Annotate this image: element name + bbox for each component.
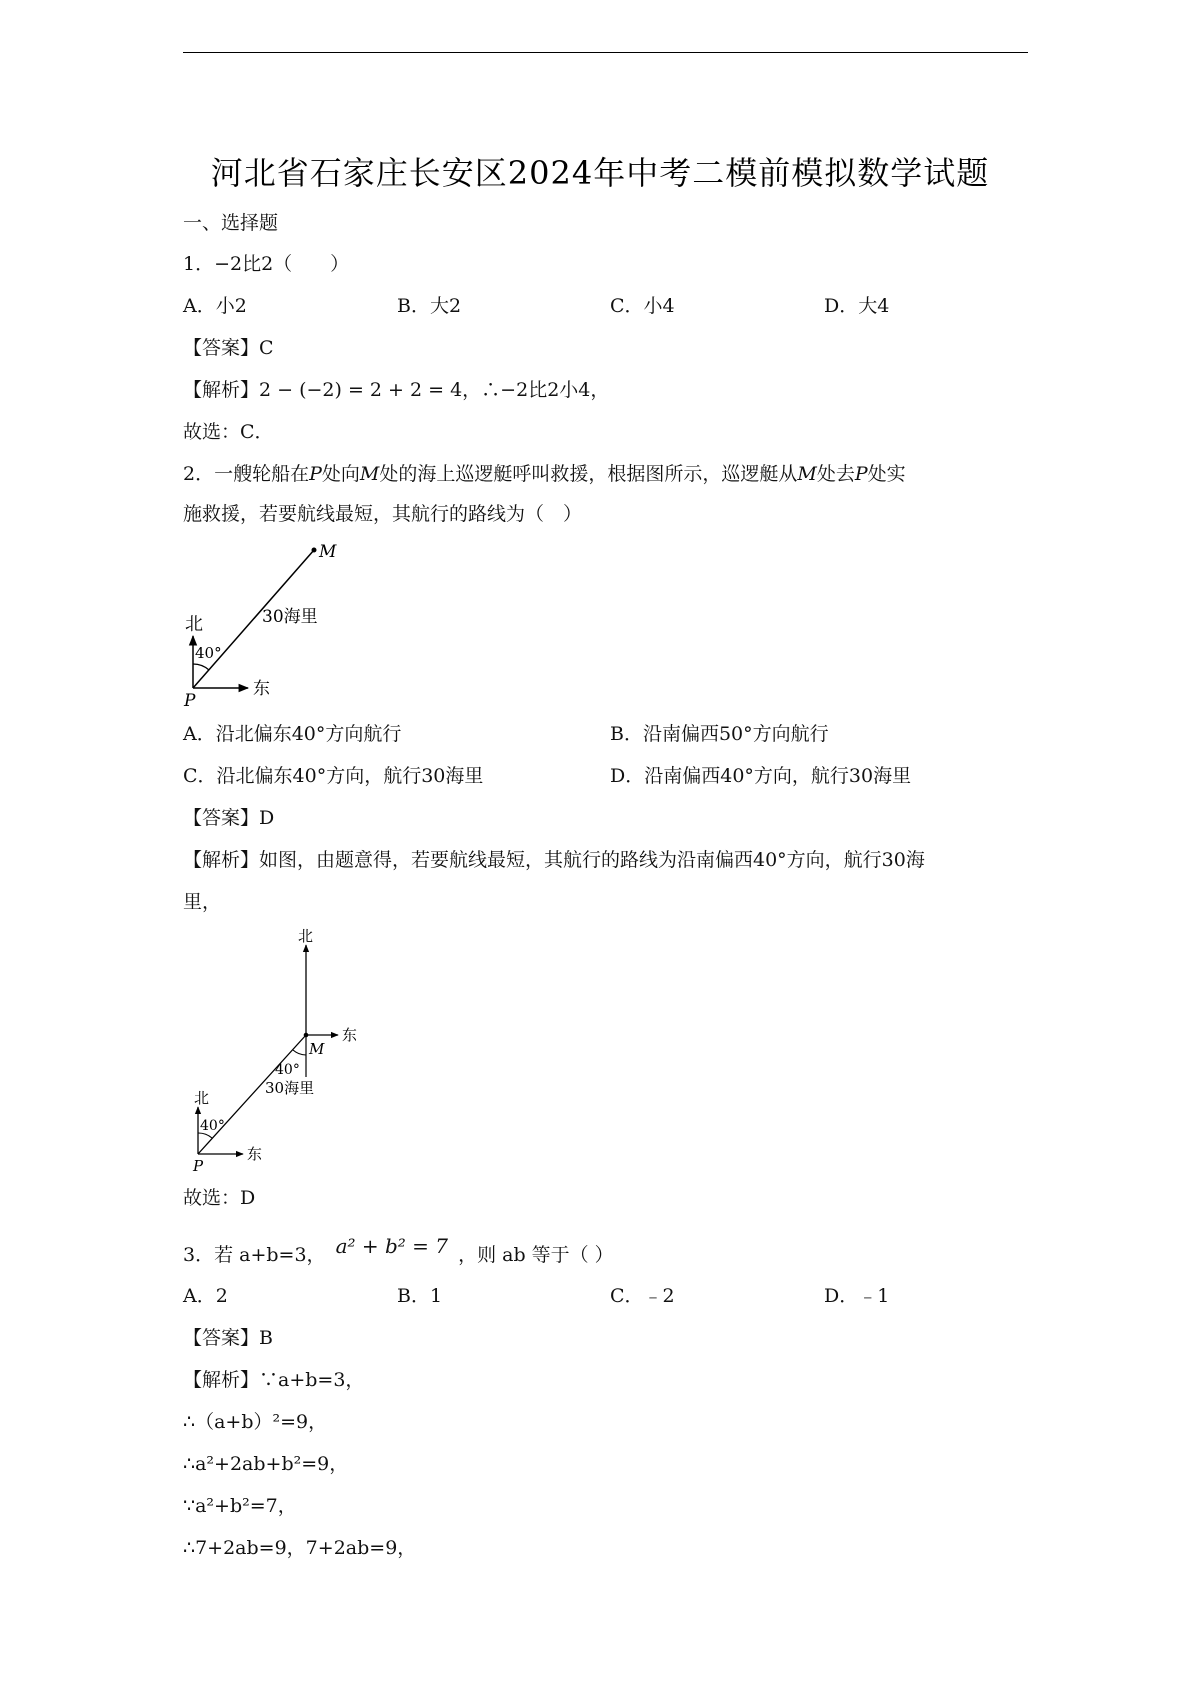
p-north-label: 北 — [194, 1089, 210, 1107]
angle-label: 40° — [195, 644, 222, 662]
angle-arc — [193, 664, 209, 670]
q1-option-d: D．大4 — [824, 295, 890, 317]
q2-answer: 【答案】D — [183, 807, 275, 829]
q3-option-b: B．1 — [397, 1285, 443, 1307]
q2-stem-line1: 2．一艘轮船在P处向M处的海上巡逻艇呼叫救援，根据图所示，巡逻艇从M处去P处实 — [183, 463, 906, 485]
q3-step-1: 【解析】∵a+b=3， — [183, 1369, 365, 1391]
q2-option-a: A．沿北偏东40°方向航行 — [183, 723, 402, 745]
p-label-2: P — [193, 1157, 204, 1175]
q1-answer: 【答案】C — [183, 337, 274, 359]
q3-step-5: ∴7+2ab=9，7+2ab=9， — [183, 1537, 417, 1559]
m-angle-label: 40° — [275, 1062, 300, 1078]
q3-formula: a² + b² = 7 — [335, 1234, 449, 1258]
q2-option-c: C．沿北偏东40°方向，航行30海里 — [183, 765, 484, 787]
q3-step-2: ∴（a+b）²=9， — [183, 1411, 328, 1433]
distance-label: 30海里 — [262, 607, 318, 627]
q2-figure-2 — [185, 925, 385, 1175]
q3-step-4: ∵a²+b²=7， — [183, 1495, 297, 1517]
q2-option-d: D．沿南偏西40°方向，航行30海里 — [610, 765, 912, 787]
q2-option-b: B．沿南偏西50°方向航行 — [610, 723, 829, 745]
m-north-label: 北 — [298, 927, 314, 945]
q2-analysis-line1: 【解析】如图，由题意得，若要航线最短，其航行的路线为沿南偏西40°方向，航行30海 — [183, 849, 925, 871]
q2-stem-line2: 施救援，若要航线最短，其航行的路线为（ ） — [183, 503, 583, 525]
q1-analysis: 【解析】2 − (−2) = 2 + 2 = 4，∴−2比2小4， — [183, 379, 610, 401]
q2-analysis-line2: 里， — [183, 891, 222, 913]
q2-figure-1 — [180, 538, 480, 711]
p-east-label: 东 — [247, 1145, 263, 1163]
p-label: P — [184, 691, 196, 711]
distance-label-2: 30海里 — [265, 1079, 315, 1097]
m-east-label: 东 — [342, 1026, 358, 1044]
q3-step-3: ∴a²+2ab+b²=9， — [183, 1453, 349, 1475]
point-m — [312, 548, 317, 553]
p-angle-label: 40° — [200, 1118, 225, 1134]
q3-option-a: A．2 — [183, 1285, 228, 1307]
m-angle-arc — [293, 1050, 306, 1055]
q1-option-a: A．小2 — [183, 295, 247, 317]
q1-stem: 1．−2比2（ ） — [183, 253, 350, 275]
point-m-2 — [304, 1033, 309, 1038]
m-label-2: M — [309, 1040, 325, 1058]
header-rule — [183, 52, 1028, 53]
q2-choice: 故选：D — [183, 1187, 256, 1209]
q1-option-c: C．小4 — [610, 295, 675, 317]
q3-option-c: C．﹣2 — [610, 1285, 675, 1307]
m-label: M — [319, 542, 337, 562]
q3-stem: 3．若 a+b=3， a² + b² = 7 ，则 ab 等于（ ） — [183, 1234, 614, 1266]
q1-option-b: B．大2 — [397, 295, 462, 317]
page-title: 河北省石家庄长安区2024年中考二模前模拟数学试题 — [210, 154, 990, 192]
section-heading: 一、选择题 — [183, 212, 279, 234]
north-label: 北 — [185, 614, 203, 635]
q3-option-d: D．﹣1 — [824, 1285, 890, 1307]
q3-answer: 【答案】B — [183, 1327, 273, 1349]
q1-choice: 故选：C． — [183, 421, 274, 443]
east-label: 东 — [253, 679, 270, 699]
